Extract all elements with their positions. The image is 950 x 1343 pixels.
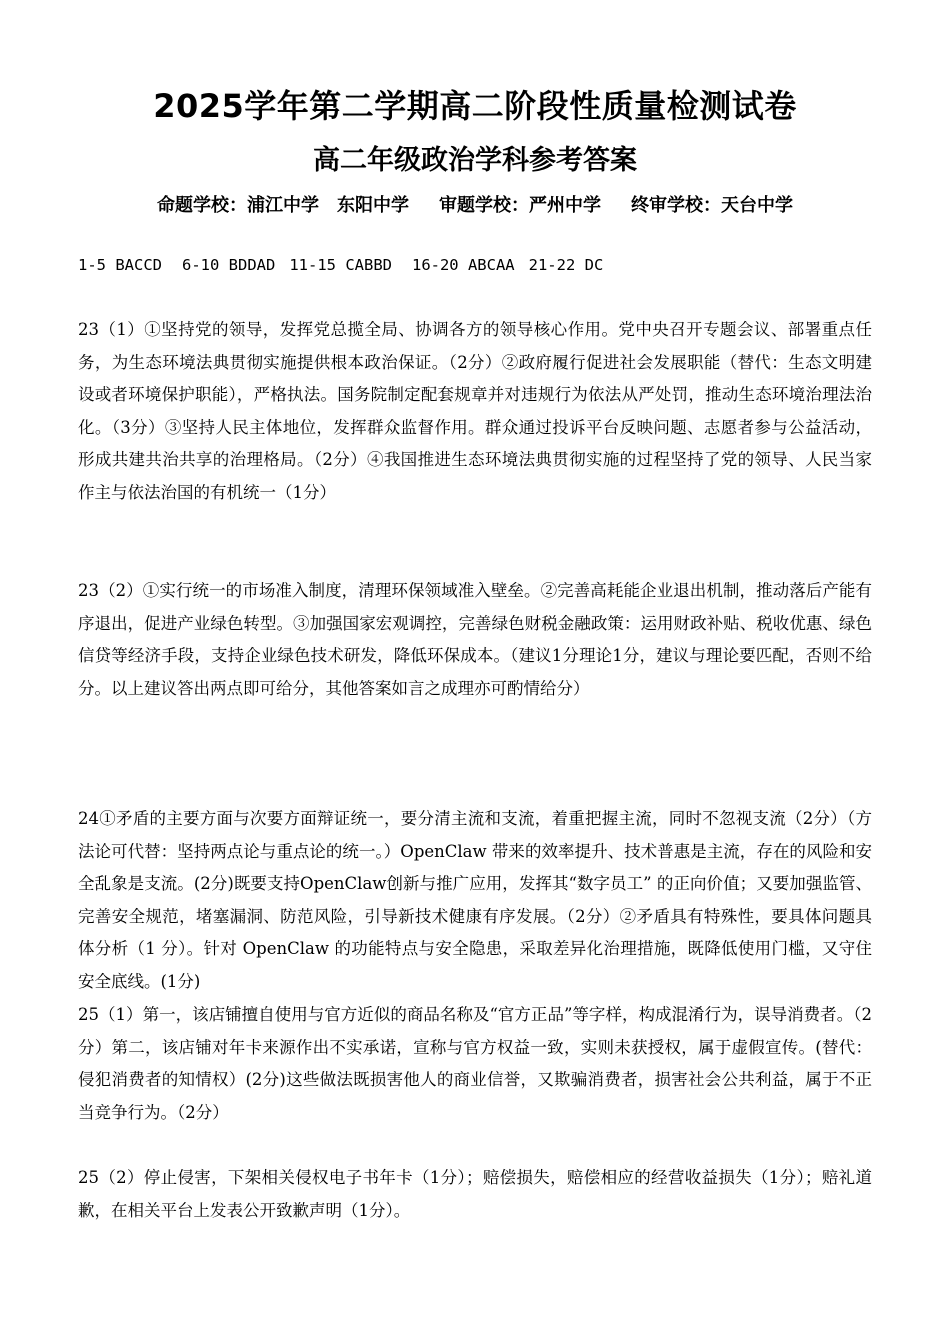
mc-group: 11-15 CABBD bbox=[289, 256, 392, 274]
multiple-choice-answers bbox=[78, 253, 603, 277]
reviewing-school: 审题学校：严州中学 bbox=[439, 195, 601, 216]
mc-group: 16-20 ABCAA bbox=[411, 256, 515, 274]
answer-23-2: 23（2）①实行统一的市场准入制度，清理环保领域准入壁垒。②完善高耗能企业退出机制，推动落后产能有序退出，促进产业绿色转型。③加强国家宏观调控，完善绿色财税金融政策：运用财政补贴、税收优惠、绿色信贷等经济手段，支持企业绿色技术研发，降低环保成本。（建议1分理论1分，建议与理论要匹配，否则不给分。以上建议答出两点即可给分，其他答案如言之成理亦可酌情给分） bbox=[78, 581, 872, 698]
mc-group: 6-10 BDDAD bbox=[182, 256, 276, 274]
proposing-school-second: 东阳中学 bbox=[337, 195, 409, 216]
answer-23-1: 23（1）①坚持党的领导，发挥党总揽全局、协调各方的领导核心作用。党中央召开专题会议、部署重点任务，为生态环境法典贯彻实施提供根本政治保证。（2分）②政府履行促进社会发展职能（替代：生态文明建设或者环境保护职能），严格执法。国务院制定配套规章并对违规行为依法从严处罚，推动生态环境治理法治化。（3分）③坚持人民主体地位，发挥群众监督作用。群众通过投诉平台反映问题、志愿者参与公益活动，形成共建共治共享的治理格局。（2分）④我国推进生态环境法典贯彻实施的过程坚持了党的领导、人民当家作主与依法治国的有机统一（1分） bbox=[78, 320, 872, 502]
page-title: 2025学年第二学期高二阶段性质量检测试卷 bbox=[153, 87, 797, 125]
mc-group: 1-5 BACCD bbox=[78, 256, 162, 274]
answer-25-1: 25（1）第一，该店铺擅自使用与官方近似的商品名称及“官方正品”等字样，构成混淆行为，误导消费者。（2分）第二，该店铺对年卡来源作出不实承诺，宣称与官方权益一致，实则未获授权，属于虚假宣传。(替代：侵犯消费者的知情权）(2分)这些做法既损害他人的商业信誉，又欺骗消费者，损害社会公共利益，属于不正当竞争行为。（2分） bbox=[78, 1005, 872, 1122]
answer-24: 24①矛盾的主要方面与次要方面辩证统一，要分清主流和支流，着重把握主流，同时不忽视支流（2分）（方法论可代替：坚持两点论与重点论的统一。）OpenClaw 带来的效率提升、技术普惠是主流，存在的风险和安全乱象是支流。(2分)既要支持OpenClaw创新与推广应用，发挥其“数字员工” 的正向价值；又要加强监管、完善安全规范，堵塞漏洞、防范风险，引导新技术健康有序发展。（2分）②矛盾具有特殊性，要具体问题具体分析（1 分）。针对 OpenClaw 的功能特点与安全隐患，采取差异化治理措施，既降低使用门槛，又守住安全底线。(1分) bbox=[78, 809, 872, 991]
final-review-school: 终审学校：天台中学 bbox=[631, 195, 793, 216]
proposing-schools: 命题学校：浦江中学 bbox=[157, 195, 319, 216]
page-subtitle: 高二年级政治学科参考答案 bbox=[313, 145, 637, 176]
schools-line bbox=[0, 192, 950, 220]
answer-25-2: 25（2）停止侵害，下架相关侵权电子书年卡（1分）；赔偿损失，赔偿相应的经营收益损失（1分）；赔礼道歉，在相关平台上发表公开致歉声明（1分）。 bbox=[78, 1168, 872, 1220]
mc-group: 21-22 DC bbox=[528, 256, 604, 274]
